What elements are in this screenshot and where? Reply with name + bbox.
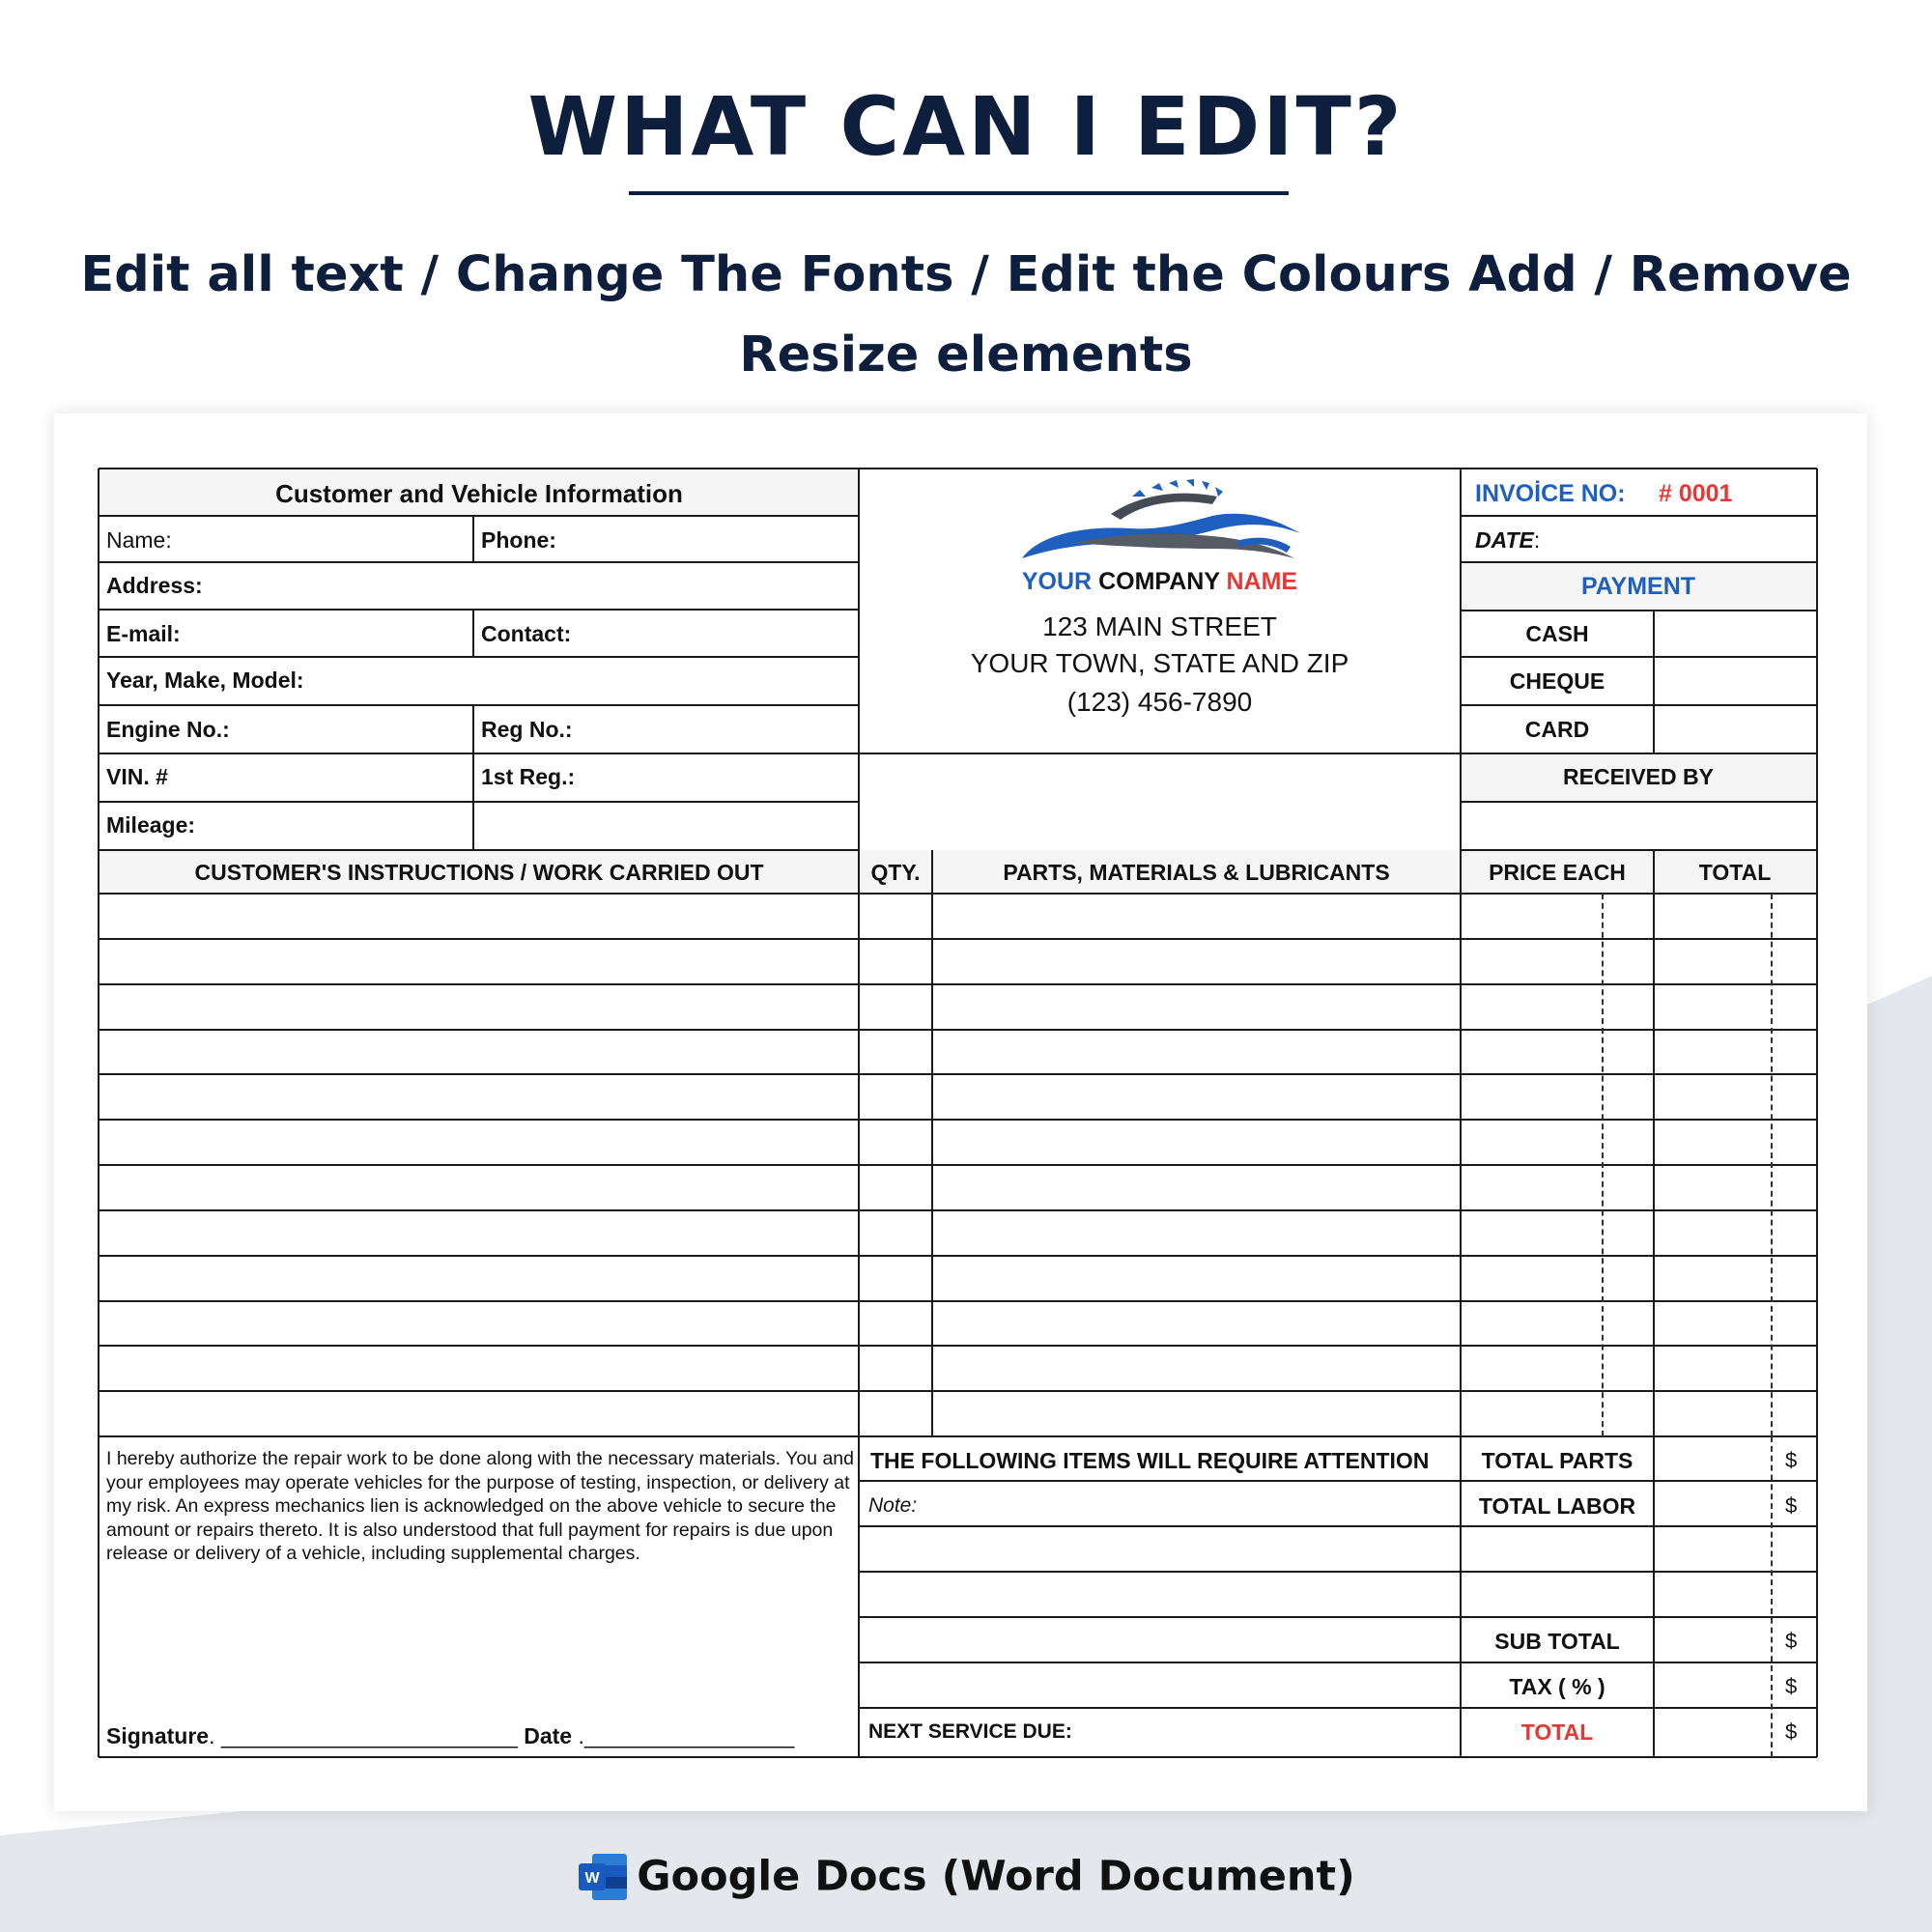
grid-hline xyxy=(99,656,859,658)
word-icon xyxy=(577,1852,629,1902)
grid-vline xyxy=(472,516,474,562)
currency-total: $ xyxy=(1785,1719,1798,1744)
vin-label: VIN. # xyxy=(106,764,168,789)
footer xyxy=(0,1850,1932,1902)
col-total-header: TOTAL xyxy=(1698,860,1772,885)
form-border-right xyxy=(1816,469,1818,1757)
company-street: 123 MAIN STREET xyxy=(1042,611,1277,641)
grid-hline xyxy=(99,1390,1817,1392)
grid-hline xyxy=(99,893,1817,895)
tax-label: TAX ( % ) xyxy=(1509,1674,1605,1699)
col-parts-header: PARTS, MATERIALS & LUBRICANTS xyxy=(1003,860,1390,885)
grid-hline xyxy=(1461,515,1817,517)
currency-sub-total: $ xyxy=(1785,1629,1798,1653)
sub-total-label: SUB TOTAL xyxy=(1494,1629,1620,1654)
grid-vline xyxy=(1653,1436,1655,1757)
grid-hline xyxy=(99,1300,1817,1302)
banner-title: WHAT CAN I EDIT? xyxy=(527,79,1405,174)
company-phone: (123) 456-7890 xyxy=(1066,687,1253,717)
reg-no-label: Reg No.: xyxy=(481,717,573,742)
name-label: Name: xyxy=(106,527,172,553)
company-name-part3: NAME xyxy=(1226,568,1298,595)
grid-hline xyxy=(99,561,859,563)
grand-total-label: TOTAL xyxy=(1520,1719,1594,1745)
col-qty-header: QTY. xyxy=(870,860,921,885)
company-name-part2: COMPANY xyxy=(1098,568,1220,595)
grid-hline xyxy=(99,1164,1817,1166)
sign-date-blank: ._________________ xyxy=(572,1723,795,1748)
date-label: DATE xyxy=(1475,527,1534,553)
banner-subtitle-line1: Edit all text / Change The Fonts / Edit the Colours Add / Remove xyxy=(80,246,1852,303)
grid-hline xyxy=(99,1255,1817,1257)
dashed-divider xyxy=(1771,894,1773,1436)
grid-hline xyxy=(99,801,859,803)
invoice-no-label: INVOİCE NO: xyxy=(1475,480,1626,507)
payment-header: PAYMENT xyxy=(1580,573,1696,600)
grid-hline xyxy=(99,983,1817,985)
grid-hline xyxy=(859,753,1461,754)
grid-hline xyxy=(99,849,859,851)
payment-cheque: CHEQUE xyxy=(1509,668,1605,694)
grid-hline xyxy=(859,1525,1817,1527)
first-reg-label: 1st Reg.: xyxy=(481,764,576,789)
received-by-label: RECEIVED BY xyxy=(1563,764,1714,789)
currency-total-labor: $ xyxy=(1785,1493,1798,1518)
sign-date-label: Date xyxy=(524,1723,573,1748)
col-instructions-header: CUSTOMER'S INSTRUCTIONS / WORK CARRIED OUT xyxy=(194,860,764,885)
signature-blank: . ________________________ xyxy=(209,1723,518,1748)
form-border-left xyxy=(98,469,99,1757)
date-colon: : xyxy=(1533,527,1541,553)
grid-hline xyxy=(1461,801,1817,803)
total-labor-label: TOTAL LABOR xyxy=(1478,1493,1636,1519)
grid-hline xyxy=(99,938,1817,940)
dashed-divider xyxy=(1602,894,1604,1436)
grid-hline xyxy=(1461,704,1817,706)
payment-card: CARD xyxy=(1524,717,1590,742)
form-border-bottom xyxy=(99,1756,1817,1758)
engine-no-label: Engine No.: xyxy=(106,717,230,742)
total-parts-label: TOTAL PARTS xyxy=(1481,1448,1634,1473)
contact-label: Contact: xyxy=(481,621,572,646)
date-field xyxy=(1475,529,1540,552)
grid-hline xyxy=(99,515,859,517)
dashed-divider xyxy=(1771,1436,1773,1757)
grid-hline xyxy=(859,1707,1817,1709)
title-underline xyxy=(629,191,1289,195)
grid-hline xyxy=(1461,561,1817,563)
footer-label: Google Docs (Word Document) xyxy=(637,1852,1355,1901)
grid-vline xyxy=(472,705,474,850)
grid-hline xyxy=(1461,849,1817,851)
grid-hline xyxy=(859,1480,1817,1482)
grid-vline xyxy=(1653,850,1655,1436)
grid-hline xyxy=(859,1616,1817,1618)
grid-hline xyxy=(1461,656,1817,658)
car-logo-icon xyxy=(1014,475,1304,567)
authorization-text: I hereby authorize the repair work to be done along with the necessary materials. You and your employees may operate vehicles for the purpose of testing, inspection, or delivery at my risk. An express mechanics lien is acknowledged on the above vehicle to secure the amount or repairs thereto. It is also understood that full payment for repairs is due upon release or delivery of a vehicle, including supplemental charges. xyxy=(106,1448,854,1564)
grid-hline xyxy=(99,1029,1817,1031)
grid-vline xyxy=(931,850,933,1436)
grid-hline xyxy=(1461,610,1817,611)
grid-hline xyxy=(859,1571,1817,1573)
grid-hline xyxy=(99,1073,1817,1075)
year-make-model-label: Year, Make, Model: xyxy=(106,668,304,693)
company-name-part1: YOUR xyxy=(1021,568,1093,595)
signature-label: Signature xyxy=(106,1723,210,1748)
banner-subtitle-line2: Resize elements xyxy=(739,327,1193,384)
form-border-top xyxy=(99,468,1817,469)
svg-text:W: W xyxy=(584,1869,600,1887)
grid-hline xyxy=(99,704,859,706)
grid-vline xyxy=(472,610,474,657)
attention-header: THE FOLLOWING ITEMS WILL REQUIRE ATTENTION xyxy=(870,1448,1430,1473)
next-service-label: NEXT SERVICE DUE: xyxy=(868,1720,1072,1743)
grid-hline xyxy=(859,1662,1817,1663)
company-name xyxy=(859,570,1461,594)
email-label: E-mail: xyxy=(106,621,181,646)
grid-hline xyxy=(99,753,859,754)
mileage-label: Mileage: xyxy=(106,812,196,838)
phone-label: Phone: xyxy=(481,527,556,553)
currency-tax: $ xyxy=(1785,1674,1798,1698)
invoice-number: # 0001 xyxy=(1659,480,1733,507)
grid-hline xyxy=(99,1435,1817,1437)
grid-hline xyxy=(99,1345,1817,1347)
company-town: YOUR TOWN, STATE AND ZIP xyxy=(970,648,1350,678)
currency-total-parts: $ xyxy=(1785,1448,1798,1472)
customer-section-header: Customer and Vehicle Information xyxy=(275,479,683,508)
grid-hline xyxy=(1461,753,1817,754)
payment-cash: CASH xyxy=(1525,621,1589,646)
col-price-header: PRICE EACH xyxy=(1489,860,1626,885)
address-label: Address: xyxy=(106,573,203,598)
signature-line xyxy=(106,1725,794,1747)
grid-hline xyxy=(99,1119,1817,1121)
grid-hline xyxy=(99,609,859,611)
note-label: Note: xyxy=(868,1494,918,1517)
grid-hline xyxy=(99,1209,1817,1211)
